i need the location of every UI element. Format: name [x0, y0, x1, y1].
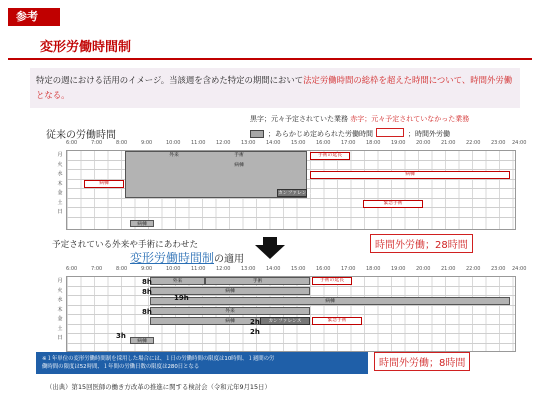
day-label: 日 [57, 335, 63, 341]
transition-line2 [130, 249, 244, 266]
hours-mark-value: 19 [174, 294, 184, 302]
chart1-hour-axis [66, 140, 527, 148]
hour-tick: 12:00 [216, 140, 231, 146]
legend-text-row [250, 113, 469, 125]
hour-tick: 11:00 [191, 266, 206, 272]
chart2-overtime-result: 時間外労働；8時間 [374, 352, 470, 371]
hour-tick: 9:00 [141, 140, 153, 146]
hour-tick: 21:00 [441, 266, 456, 272]
footnote-line2: 働時間の限度は52時間、１年間の労働日数の限度は280日となる [42, 364, 200, 370]
hours-mark-unit: h [254, 328, 260, 336]
hour-tick: 14:00 [266, 266, 281, 272]
legend-red-label: 赤字；元々予定されていなかった業務 [350, 115, 470, 123]
legend-black-label: 黒字；元々予定されていた業務 [250, 115, 348, 123]
hours-mark-unit: h [120, 332, 126, 340]
hour-tick: 8:00 [116, 140, 128, 146]
scheduled-ward: 病棟 [234, 163, 244, 168]
hour-tick: 9:00 [141, 266, 153, 272]
scheduled-conference: カンファレンス [260, 317, 310, 325]
legend-gray-swatch [250, 130, 264, 138]
hour-tick: 14:00 [266, 140, 281, 146]
hours-mark [142, 288, 152, 296]
scheduled-outpatient-thursday: 外来 [150, 307, 310, 315]
chart2-hour-axis [66, 266, 527, 274]
hours-mark [174, 294, 189, 302]
title-divider [8, 58, 532, 60]
hours-mark-value: 8 [142, 308, 147, 316]
hours-mark [250, 318, 260, 326]
day-label: 水 [57, 297, 63, 303]
hour-tick: 16:00 [316, 266, 331, 272]
day-label: 月 [57, 152, 63, 158]
scheduled-ward-sunday: 病棟 [130, 220, 154, 227]
day-label: 火 [57, 287, 63, 294]
hour-tick: 22:00 [466, 266, 481, 272]
hours-mark-value: 2 [250, 318, 255, 326]
legend-red-swatch [376, 128, 404, 137]
scheduled-ward-sunday: 病棟 [130, 337, 154, 344]
reference-tag: 参考 [8, 8, 60, 26]
hour-tick: 13:00 [241, 266, 256, 272]
hours-mark-value: 8 [142, 288, 147, 296]
scheduled-ward-friday: 病棟 [150, 317, 310, 325]
hour-tick: 16:00 [316, 140, 331, 146]
down-arrow-icon [255, 245, 285, 259]
hour-tick: 22:00 [466, 140, 481, 146]
transition-highlight: 変形労働時間制 [130, 251, 215, 265]
hours-mark [142, 278, 152, 286]
hours-mark-unit: h [183, 294, 189, 302]
hour-tick: 10:00 [166, 140, 181, 146]
day-label: 日 [57, 209, 63, 215]
source-citation: （出典）第15回医師の働き方改革の推進に関する検討会（令和元年9月15日） [46, 383, 271, 391]
day-label: 月 [57, 278, 63, 284]
hours-mark-unit: h [254, 318, 260, 326]
hour-tick: 10:00 [166, 266, 181, 272]
hour-tick: 7:00 [91, 140, 103, 146]
footnote-box [36, 352, 368, 374]
hours-mark-unit: h [146, 288, 152, 296]
scheduled-ward: 病棟 [150, 287, 310, 295]
hours-mark [116, 332, 126, 340]
page-title: 変形労働時間制 [40, 40, 132, 55]
day-row [57, 199, 515, 209]
hours-mark [250, 328, 260, 336]
scheduled-conference: カンファレンス [278, 191, 312, 196]
hour-tick: 24:00 [512, 140, 527, 146]
day-row [57, 208, 515, 218]
hour-tick: 7:00 [91, 266, 103, 272]
description-lead: 特定の週における活用のイメージ。当該週を含めた特定の期間において [36, 75, 304, 85]
overtime-ward-morning: 病棟 [84, 180, 124, 188]
hour-tick: 13:00 [241, 140, 256, 146]
day-label: 木 [57, 306, 63, 313]
day-label: 水 [57, 171, 63, 177]
overtime-emergency-surgery: 緊急手術 [363, 200, 423, 208]
hour-tick: 19:00 [391, 266, 406, 272]
day-label: 土 [57, 199, 63, 206]
day-label: 土 [57, 325, 63, 332]
hour-tick: 12:00 [216, 266, 231, 272]
hour-tick: 19:00 [391, 140, 406, 146]
hours-mark-value: 8 [142, 278, 147, 286]
description-highlight: 法定労働時間の総枠を超えた時間について、時間外労働となる。 [36, 75, 513, 100]
day-row [57, 325, 515, 335]
hour-tick: 23:00 [491, 266, 506, 272]
arrow-stem [263, 237, 277, 245]
footnote-line1: ※１年単位の変形労働時間制を採用した場合には、１日の労働時間の限度は10時間、１週間の労 [42, 356, 275, 362]
hour-tick: 20:00 [416, 140, 431, 146]
hour-tick: 23:00 [491, 140, 506, 146]
scheduled-surgery: 手術 [234, 153, 244, 158]
legend-red-box-label: ；時間外労働 [408, 130, 450, 138]
hour-tick: 17:00 [341, 266, 356, 272]
hour-tick: 24:00 [512, 266, 527, 272]
overtime-ward-wednesday: 病棟 [310, 171, 510, 179]
scheduled-surgery: 手術 [205, 277, 310, 285]
hours-mark-unit: h [146, 308, 152, 316]
hours-mark-value: 2 [250, 328, 255, 336]
legend-gray-label: ；あらかじめ定められた労働時間 [268, 130, 373, 138]
overtime-emergency-surgery: 緊急手術 [312, 317, 362, 325]
chart1-title: 従来の労働時間 [46, 130, 116, 141]
chart1-schedule [48, 140, 527, 234]
transition-line1: 予定されている外来や手術にあわせた [52, 240, 199, 250]
hour-tick: 15:00 [291, 266, 306, 272]
hour-tick: 18:00 [366, 140, 381, 146]
scheduled-ward-wednesday: 病棟 [150, 297, 510, 305]
hour-tick: 6:00 [66, 266, 78, 272]
hour-tick: 8:00 [116, 266, 128, 272]
day-label: 火 [57, 161, 63, 168]
scheduled-outpatient: 外来 [169, 153, 179, 158]
hour-tick: 18:00 [366, 266, 381, 272]
day-label: 金 [57, 190, 63, 196]
day-label: 木 [57, 180, 63, 187]
hour-tick: 15:00 [291, 140, 306, 146]
hours-mark [142, 308, 152, 316]
scheduled-outpatient: 外来 [150, 277, 205, 285]
overtime-surgery-extension: 手術の延長 [312, 277, 352, 285]
hour-tick: 6:00 [66, 140, 78, 146]
transition-suffix: の適用 [214, 254, 245, 265]
hour-tick: 21:00 [441, 140, 456, 146]
hour-tick: 17:00 [341, 140, 356, 146]
hours-mark-unit: h [146, 278, 152, 286]
hour-tick: 11:00 [191, 140, 206, 146]
chart1-overtime-result: 時間外労働；28時間 [370, 234, 473, 253]
chart2-schedule [48, 266, 527, 352]
overtime-surgery-extension: 手術の延長 [310, 152, 350, 160]
hours-mark-value: 3 [116, 332, 121, 340]
description-box [30, 68, 520, 108]
hour-tick: 20:00 [416, 266, 431, 272]
day-label: 金 [57, 316, 63, 322]
